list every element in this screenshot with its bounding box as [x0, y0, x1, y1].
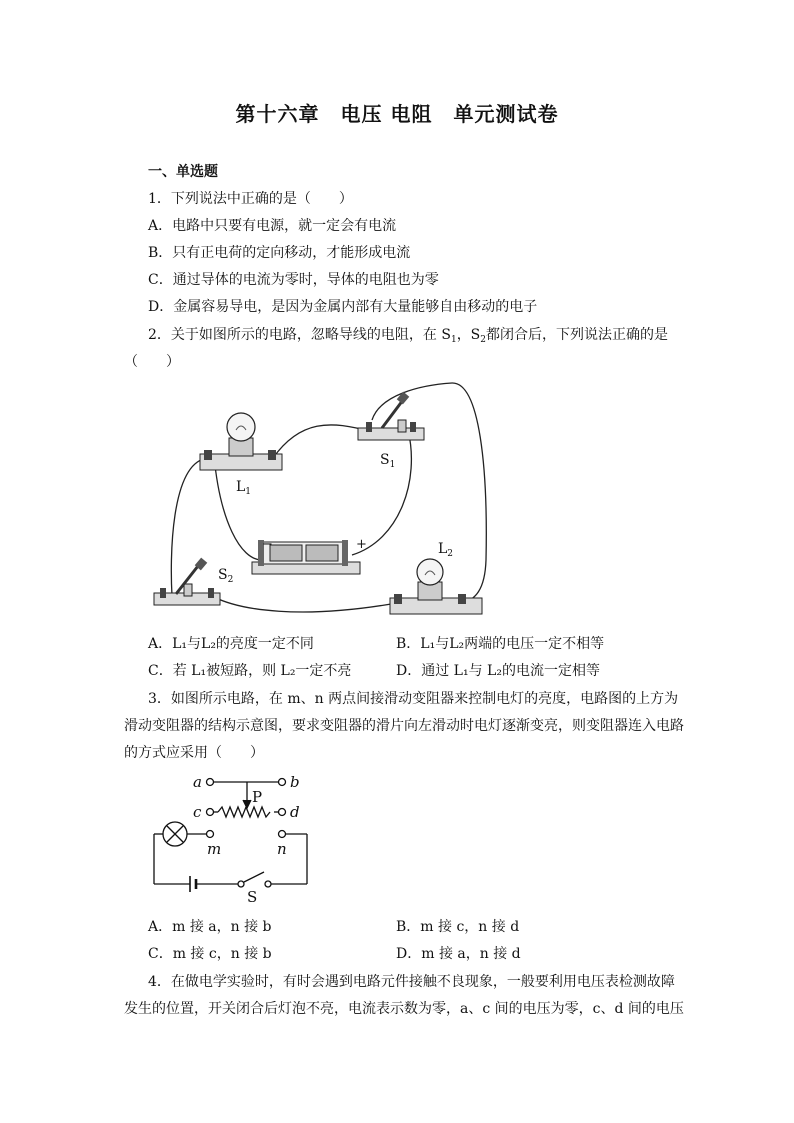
q1-option-a: A．电路中只要有电源，就一定会有电流 — [148, 218, 397, 234]
q2-stem: 2．关于如图所示的电路，忽略导线的电阻，在 $S_1$，$S_2$都闭合后，下列说法正确的是 — [148, 327, 669, 345]
label-b: b — [290, 773, 300, 791]
label-m: m — [207, 840, 222, 858]
section-heading: 一、单选题 — [148, 164, 218, 180]
lamp-l2 — [390, 559, 482, 614]
label-c: c — [193, 803, 202, 821]
label-s1: $S_1$ — [380, 452, 396, 470]
q2-option-d: D．通过 L₁与 L₂的电流一定相等 — [396, 663, 600, 679]
q3-circuit-figure — [154, 779, 307, 893]
q3-line-1: 3．如图所示电路，在 m、n 两点间接滑动变阻器来控制电灯的亮度，电路图的上方为 — [148, 691, 679, 707]
label-d: d — [290, 803, 300, 821]
q3-line-2: 滑动变阻器的结构示意图，要求变阻器的滑片向左滑动时电灯逐渐变亮，则变阻器连入电路 — [124, 718, 684, 734]
q2-stem-paren: （ ） — [124, 354, 180, 370]
q3-line-3: 的方式应采用（ ） — [124, 745, 264, 761]
q2-option-c: C．若 L₁被短路，则 L₂一定不亮 — [148, 663, 352, 679]
label-s2: $S_2$ — [218, 567, 234, 585]
q2-option-b: B．L₁与L₂两端的电压一定不相等 — [396, 636, 605, 652]
q1-option-d: D．金属容易导电，是因为金属内部有大量能够自由移动的电子 — [148, 299, 538, 315]
q1-option-b: B．只有正电荷的定向移动，才能形成电流 — [148, 245, 411, 261]
battery-plus-label: + — [356, 537, 367, 552]
q3-option-d: D．m 接 a，n 接 d — [396, 946, 521, 962]
label-n: n — [277, 840, 287, 858]
q4-line-2: 发生的位置，开关闭合后灯泡不亮，电流表示数为零，a、c 间的电压为零，c、d 间的电压 — [124, 1001, 684, 1017]
q3-option-c: C．m 接 c，n 接 b — [148, 946, 272, 962]
wire — [214, 456, 262, 560]
label-l1: $L_1$ — [236, 479, 252, 497]
page-title: 第十六章 电压 电阻 单元测试卷 — [235, 102, 559, 126]
label-l2: $L_2$ — [438, 541, 454, 559]
q1-stem: 1．下列说法中正确的是（ ） — [148, 191, 353, 207]
q1-option-c: C．通过导体的电流为零时，导体的电阻也为零 — [148, 272, 439, 288]
wire — [214, 597, 397, 612]
q3-option-b: B．m 接 c，n 接 d — [396, 919, 520, 935]
switch-s2 — [154, 558, 220, 605]
q2-option-a: A．L₁与L₂的亮度一定不同 — [148, 636, 314, 652]
q3-option-a: A．m 接 a，n 接 b — [148, 919, 272, 935]
lamp-l1 — [200, 413, 282, 470]
q4-line-1: 4．在做电学实验时，有时会遇到电路元件接触不良现象，一般要利用电压表检测故障 — [148, 974, 675, 990]
label-a: a — [193, 773, 202, 791]
battery-minus-label: − — [262, 537, 273, 552]
label-p: P — [252, 788, 263, 806]
wire — [273, 425, 372, 458]
label-s: S — [247, 888, 258, 906]
